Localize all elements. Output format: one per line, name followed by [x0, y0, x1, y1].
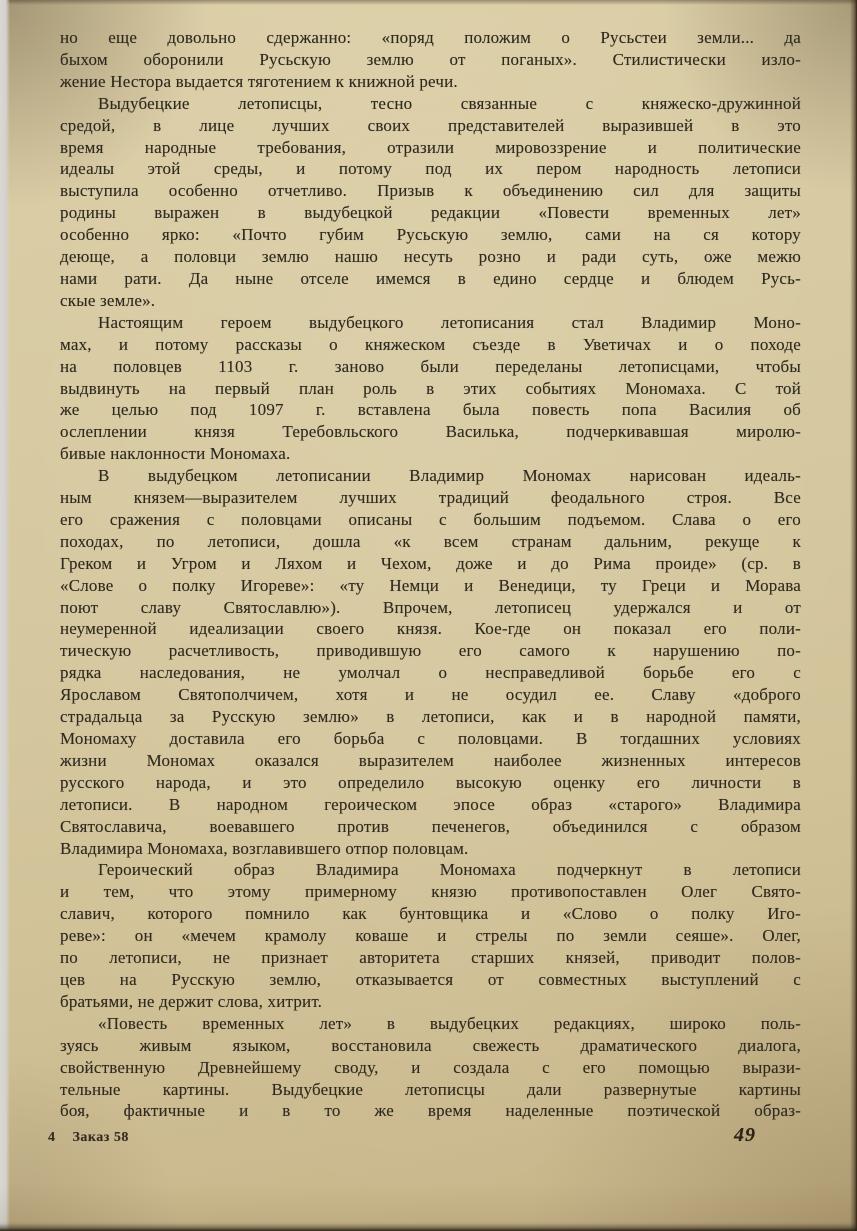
- text-line: Выдубецкие летописцы, тесно связанные с княжеско-дружинной: [98, 93, 801, 113]
- scan-edge-right: [850, 0, 857, 1231]
- text-line: зуясь живым языком, восстановила свежесть драматического диалога,: [60, 1035, 801, 1055]
- text-line: поют славу Святославлю»). Впрочем, летописец удержался и от: [60, 597, 801, 617]
- scan-edge-left: [0, 0, 10, 1231]
- text-line: по летописи, не признает авторитета старших князей, приводит полов-: [60, 948, 801, 968]
- text-line: ослеплении князя Теребовльского Василька, подчеркивавшая миролю-: [60, 422, 801, 442]
- text-line: родины выражен в выдубецкой редакции «Повести временных лет»: [60, 203, 801, 223]
- text-line: реве»: он «мечем крамолу коваше и стрелы по земли сеяше». Олег,: [60, 926, 801, 946]
- text-line: рядка наследования, не умолчал о несправедливой борьбе его с: [60, 663, 801, 683]
- text-line: Владимира Мономаха, возглавившего отпор половцам.: [60, 838, 469, 858]
- paragraph: [60, 465, 801, 859]
- edition-mark: 4: [48, 1130, 56, 1145]
- paragraph: [60, 27, 801, 93]
- text-line: летописи. В народном героическом эпосе образ «старого» Владимира: [60, 794, 801, 814]
- text-line: жение Нестора выдается тяготением к книжной речи.: [60, 71, 458, 91]
- text-line: Святославича, воевавшего против печенегов, объединился с образом: [60, 816, 801, 836]
- text-line: его сражения с половцами описаны с большим подъемом. Слава о его: [60, 509, 801, 529]
- text-line: братьями, не держит слова, хитрит.: [60, 991, 323, 1011]
- text-line: славич, которого помнило как бунтовщика и «Слово о полку Иго-: [60, 904, 801, 924]
- text-line: тельные картины. Выдубецкие летописцы дали развернутые картины: [60, 1079, 801, 1099]
- text-line: жизни Мономах оказался выразителем наиболее жизненных интересов: [60, 750, 801, 770]
- text-line: «Повесть временных лет» в выдубецких редакциях, широко поль-: [98, 1013, 801, 1033]
- text-line: Мономаху доставила его борьба с половцами. В тогдашних условиях: [60, 729, 801, 748]
- text-line: «Слове о полку Игореве»: «ту Немци и Венедици, ту Греци и Морава: [60, 575, 801, 595]
- paragraph: [60, 1013, 801, 1123]
- text-line: быхом оборонили Русьскую землю от поганых». Стилистически изло-: [60, 49, 801, 69]
- order-label: Заказ 58: [72, 1130, 129, 1145]
- paragraph: [60, 93, 801, 312]
- text-line: страдальца за Русскую землю» в летописи, как и в народной памяти,: [60, 707, 801, 727]
- text-line: боя, фактичные и в то же время наделенные поэтической образ-: [60, 1101, 801, 1121]
- text-line: тическую расчетливость, приводившую его самого к нарушению по-: [60, 641, 801, 661]
- text-line: цев на Русскую землю, отказывается от совместных выступлений с: [60, 969, 801, 989]
- footer-print-signature: [48, 1130, 129, 1146]
- text-block: [60, 27, 801, 1122]
- text-line: В выдубецком летописании Владимир Мономах нарисован идеаль-: [98, 466, 801, 486]
- text-line: на половцев 1103 г. заново были переделаны летописцами, чтобы: [60, 356, 801, 376]
- paragraph: [60, 312, 801, 465]
- text-line: Греком и Угром и Ляхом и Чехом, доже и до Рима проиде» (ср. в: [60, 553, 801, 573]
- text-line: русского народа, и это определило высокую оценку его личности в: [60, 772, 801, 792]
- text-line: но еще довольно сдержанно: «поряд положим о Русьстеи земли... да: [60, 28, 801, 47]
- text-line: выступила особенно отчетливо. Призыв к объединению сил для защиты: [60, 181, 801, 201]
- text-line: Героический образ Владимира Мономаха подчеркнут в летописи: [98, 860, 801, 880]
- text-line: Ярославом Святополчичем, хотя и не осудил ее. Славу «доброго: [60, 685, 801, 705]
- text-line: ным князем—выразителем лучших традиций феодального строя. Все: [60, 488, 801, 508]
- text-line: скые земле».: [60, 290, 156, 310]
- text-line: мах, и потому рассказы о княжеском съезде в Уветичах и о походе: [60, 334, 801, 354]
- text-line: Настоящим героем выдубецкого летописания стал Владимир Моно-: [98, 312, 801, 332]
- page-number: 49: [734, 1124, 756, 1146]
- paragraph: [60, 859, 801, 1012]
- text-line: особенно ярко: «Почто губим Русьскую землю, сами на ся котору: [60, 225, 801, 245]
- text-line: свойственную Древнейшему своду, и создала с его помощью вырази-: [60, 1057, 801, 1077]
- text-line: и тем, что этому примерному князю противопоставлен Олег Свято-: [60, 882, 801, 902]
- text-line: же целью под 1097 г. вставлена была повесть попа Василия об: [60, 400, 801, 420]
- scan-edge-top: [0, 0, 857, 5]
- text-line: неумеренной идеализации своего князя. Кое-где он показал его поли-: [60, 619, 801, 639]
- text-line: средой, в лице лучших своих представителей выразившей в это: [60, 115, 801, 135]
- text-line: деюще, а половци землю нашю несуть розно и ради суть, оже межю: [60, 247, 801, 267]
- text-line: бивые наклонности Мономаха.: [60, 444, 291, 464]
- scan-edge-bottom: [0, 1222, 857, 1231]
- text-line: время народные требования, отразили мировоззрение и политические: [60, 137, 801, 157]
- paper-bottom-shade: [0, 1183, 857, 1223]
- text-line: идеалы этой среды, и потому под их пером народность летописи: [60, 159, 801, 179]
- text-line: походах, по летописи, дошла «к всем странам дальним, рекуще к: [60, 531, 801, 551]
- text-line: нами рати. Да ныне отселе имемся в едино сердце и блюдем Русь-: [60, 268, 801, 288]
- text-line: выдвинуть на первый план роль в этих событиях Мономаха. С той: [60, 378, 801, 398]
